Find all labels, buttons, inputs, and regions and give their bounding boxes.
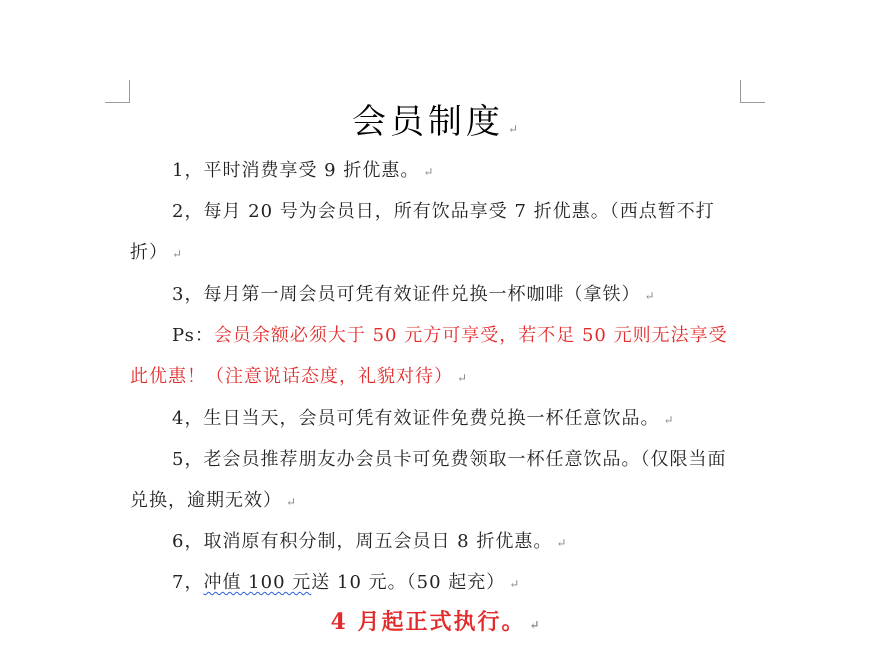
rule-text-prefix: 7，: [172, 572, 204, 593]
spellcheck-underlined-text[interactable]: 冲值 100 元: [203, 572, 312, 593]
paragraph-mark-icon: ↵: [556, 536, 567, 550]
paragraph-mark-icon: ↵: [509, 577, 520, 591]
paragraph-mark-icon: ↵: [663, 413, 674, 427]
paragraph-mark-icon: ↵: [172, 247, 183, 261]
effective-date-notice: [0, 604, 870, 643]
rule-item-6: [130, 521, 740, 564]
effective-date-text: 4 月起正式执行。: [330, 609, 526, 635]
ps-label: Ps：: [172, 325, 214, 346]
rule-text: 4，生日当天，会员可凭有效证件免费兑换一杯任意饮品。: [172, 408, 660, 429]
rule-item-7: [130, 562, 740, 605]
rule-text: 3，每月第一周会员可凭有效证件兑换一杯咖啡（拿铁）: [172, 284, 641, 305]
paragraph-mark-icon: ↵: [457, 371, 468, 385]
rule-text: 6，取消原有积分制，周五会员日 8 折优惠。: [172, 531, 553, 552]
rule-item-1: [130, 150, 740, 193]
paragraph-mark-icon: ↵: [286, 495, 297, 509]
rule-text: 1，平时消费享受 9 折优惠。: [172, 160, 420, 181]
paragraph-mark-icon: ↵: [507, 122, 519, 136]
paragraph-mark-icon: ↵: [423, 165, 434, 179]
rule-item-2: [130, 191, 740, 275]
ps-warning-text: 会员余额必须大于 50 元方可享受，若不足 50 元则无法享受此优惠！（注意说话态度，礼貌对待）: [130, 325, 728, 387]
rule-item-4: [130, 398, 740, 441]
rule-text-suffix: 送 10 元。（50 起充）: [311, 572, 506, 593]
rule-item-5: [130, 439, 740, 523]
rule-item-3: [130, 274, 740, 317]
title-text: 会员制度: [351, 102, 504, 142]
rule-text: 2，每月 20 号为会员日，所有饮品享受 7 折优惠。（西点暂不打折）: [130, 201, 715, 263]
rule-text: 5，老会员推荐朋友办会员卡可免费领取一杯任意饮品。（仅限当面兑换，逾期无效）: [130, 449, 727, 511]
ps-note: [130, 315, 740, 399]
document-title: [0, 100, 870, 151]
paragraph-mark-icon: ↵: [529, 618, 540, 632]
paragraph-mark-icon: ↵: [644, 289, 655, 303]
